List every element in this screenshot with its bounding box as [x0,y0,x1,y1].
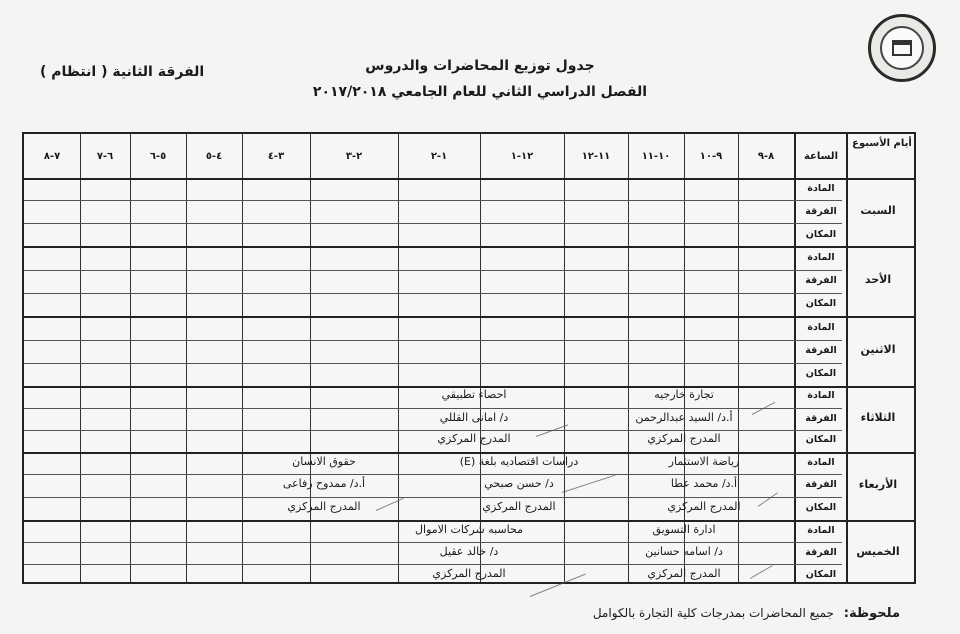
group-label: الفرقة الثانية ( انتظام ) [40,64,205,80]
time-slot-10-11: ١٠-١١ [641,151,671,162]
page-subtitle: الفصل الدراسي الثاني للعام الجامعي ٢٠١٧/٢٠١٨ [312,84,648,100]
day-saturday: السبت [860,204,896,217]
thursday-subject-2: محاسبه شركات الاموال [415,523,523,536]
row-label-group: الفرقة [805,206,837,217]
row-label-subject: المادة [807,252,835,263]
wednesday-lecturer-1: أ.د/ محمد عطا [670,477,738,490]
row-label-group: الفرقة [805,413,837,424]
thursday-lecturer-2: د/ خالد عقيل [439,545,499,558]
row-label-place: المكان [805,229,837,240]
row-label-place: المكان [805,434,837,445]
time-slot-6-7: ٦-٧ [96,151,114,162]
note-text: جميع المحاضرات بمدرجات كلية التجارة بالكوامل [592,606,834,620]
thursday-place-1: المدرج المركزي [647,567,721,580]
time-slot-3-4: ٣-٤ [267,151,285,162]
row-label-place: المكان [805,298,837,309]
time-slot-5-6: ٥-٦ [149,151,167,162]
row-label-subject: المادة [807,525,835,536]
row-label-place: المكان [805,368,837,379]
time-slot-7-8: ٧-٨ [43,151,61,162]
row-label-subject: المادة [807,390,835,401]
row-label-place: المكان [805,502,837,513]
time-slot-1-2: ١-٢ [430,151,448,162]
tuesday-subject-2: احصاء تطبيقي [441,388,507,401]
time-header: الساعة [803,151,838,162]
time-slot-11-12: ١١-١٢ [581,151,611,162]
time-slot-9-10: ٩-١٠ [699,151,723,162]
note-label: ملحوظة: [843,606,900,621]
day-sunday: الأحد [864,273,892,286]
page-title: جدول توزيع المحاضرات والدروس [365,58,595,74]
row-label-group: الفرقة [805,479,837,490]
time-slot-2-3: ٢-٣ [345,151,363,162]
tuesday-subject-1: تجارة خارجيه [654,388,714,401]
schedule-table [22,132,916,584]
tuesday-place-1: المدرج المركزي [647,432,721,445]
day-tuesday: الثلاثاء [860,411,896,424]
tuesday-place-2: المدرج المركزي [437,432,511,445]
wednesday-subject-2: دراسات اقتصاديه بلغة (E) [459,455,579,468]
faculty-logo [868,14,936,82]
wednesday-place-3: المدرج المركزي [287,500,361,513]
day-wednesday: الأربعاء [858,478,898,491]
wednesday-place-2: المدرج المركزي [482,500,556,513]
row-label-subject: المادة [807,457,835,468]
thursday-lecturer-1: د/ اسامه حسانين [645,545,723,558]
thursday-place-2: المدرج المركزي [432,567,506,580]
wednesday-lecturer-2: د/ حسن صبحي [484,477,554,490]
tuesday-lecturer-2: د/ امانى القللي [439,411,509,424]
tuesday-lecturer-1: أ.د/ السيد عبدالرحمن [635,411,733,424]
row-label-subject: المادة [807,183,835,194]
row-label-group: الفرقة [805,547,837,558]
wednesday-place-1: المدرج المركزي [667,500,741,513]
row-label-group: الفرقة [805,345,837,356]
day-monday: الاثنين [860,343,896,356]
wednesday-subject-1: رياضة الاستثمار [668,455,740,468]
wednesday-subject-3: حقوق الانسان [292,455,356,468]
row-label-place: المكان [805,569,837,580]
time-slot-8-9: ٨-٩ [757,151,775,162]
time-slot-4-5: ٤-٥ [205,151,223,162]
thursday-subject-1: ادارة التسويق [652,523,716,536]
building-icon [880,26,924,70]
footer-note [593,606,900,621]
day-thursday: الخميس [856,545,900,558]
days-header: أيام الأسبوع [852,138,912,149]
wednesday-lecturer-3: أ.د/ ممدوح رفاعى [282,477,366,490]
row-label-subject: المادة [807,322,835,333]
time-slot-12-1: ١٢-١ [510,151,534,162]
row-label-group: الفرقة [805,275,837,286]
